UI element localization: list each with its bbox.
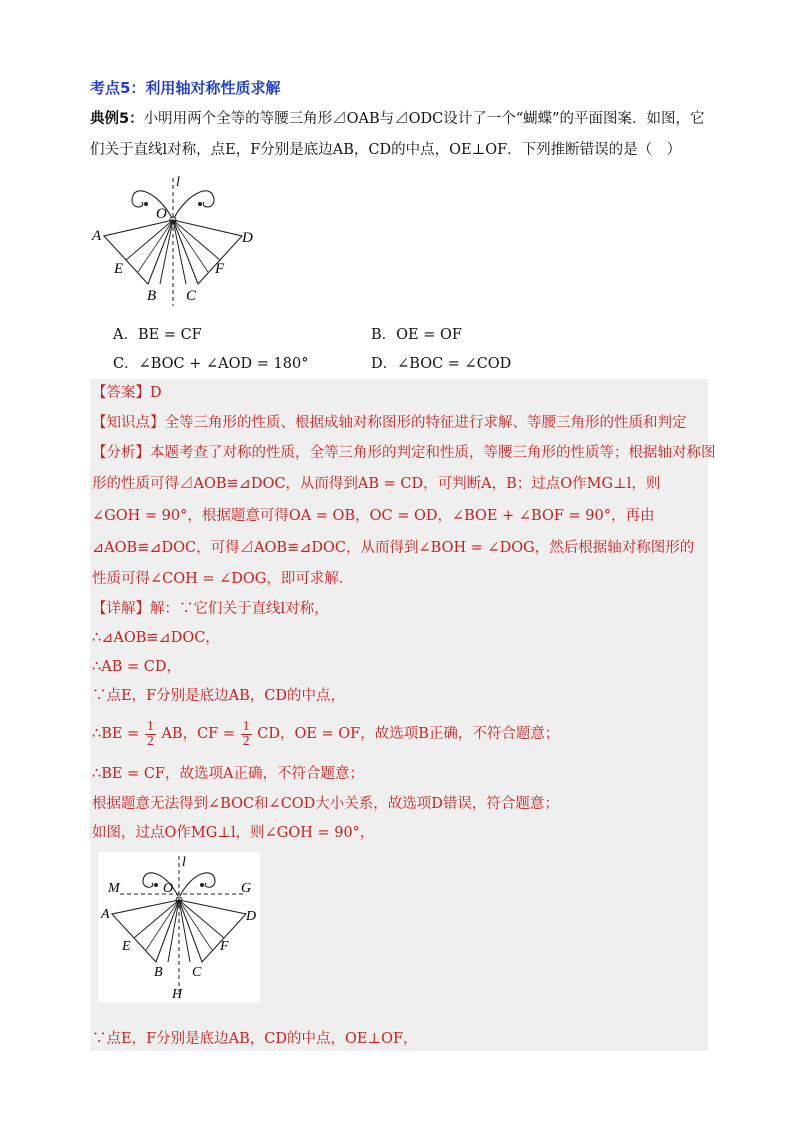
- label-A: A: [92, 228, 102, 244]
- fig2-label-B: B: [154, 965, 163, 980]
- fig2-label-G: G: [241, 881, 252, 896]
- fig2-label-A: A: [101, 907, 110, 922]
- detail-line-4: ∵点E，F分别是底边AB，CD的中点，: [92, 688, 345, 704]
- label-C: C: [186, 288, 197, 304]
- fig2-label-D: D: [246, 909, 257, 924]
- fig2-label-C: C: [192, 965, 202, 980]
- example-line-1: [90, 108, 705, 130]
- option-b[interactable]: B．OE = OF: [371, 327, 462, 343]
- fig2-label-M: M: [108, 881, 120, 896]
- butterfly-figure-2: [98, 852, 260, 1002]
- fig2-label-F: F: [220, 939, 229, 954]
- analysis-line-4: ⊿AOB≌⊿DOC，可得⊿AOB≌⊿DOC，从而得到∠BOH = ∠DOG，然后根据轴对称图形的: [92, 540, 695, 556]
- butterfly-figure-1: [88, 172, 268, 308]
- knowledge-tag: 【知识点】: [92, 415, 165, 431]
- detail-line-3: ∴AB = CD，: [92, 659, 181, 675]
- analysis-line-2: 形的性质可得⊿AOB≌⊿DOC，从而得到AB = CD，可判断A，B；过点O作MG⊥l，则: [92, 476, 661, 492]
- label-F: F: [215, 261, 225, 277]
- knowledge-line: [92, 412, 687, 434]
- fig2-label-H: H: [172, 987, 183, 1002]
- option-c[interactable]: C．∠BOC + ∠AOD = 180°: [113, 356, 309, 372]
- label-l: l: [176, 175, 180, 190]
- answer-value: D: [150, 385, 162, 401]
- knowledge-text: 全等三角形的性质、根据成轴对称图形的特征进行求解、等腰三角形的性质和判定: [164, 415, 687, 431]
- analysis-line-5: 性质可得∠COH = ∠DOG，即可求解．: [92, 571, 354, 587]
- answer-tag: 【答案】: [92, 385, 150, 401]
- option-d[interactable]: D．∠BOC = ∠COD: [371, 356, 512, 372]
- detail-line-5: ∴BE = $\frac{1}{2}$ AB，CF = $\frac{1}{2}$ CD，OE = OF，故选项B正确，不符合题意；: [92, 718, 560, 749]
- analysis-tag: 【分析】: [92, 445, 150, 461]
- answer-line: [92, 382, 162, 404]
- example-tag: 典例5：: [90, 111, 144, 127]
- fig2-label-O: O: [163, 881, 174, 896]
- label-O: O: [156, 206, 167, 222]
- example-line-2: 们关于直线l对称，点E，F分别是底边AB，CD的中点，OE⊥OF．下列推断错误的是（ ）: [90, 142, 682, 158]
- label-E: E: [114, 261, 124, 277]
- fig2-label-l: l: [182, 855, 186, 870]
- fraction-half-1: $\frac{1}{2}$: [146, 718, 154, 749]
- analysis-line-3: ∠GOH = 90°，根据题意可得OA = OB，OC = OD，∠BOE + ∠BOF = 90°，再由: [92, 508, 655, 524]
- detail-line-6: ∴BE = CF，故选项A正确，不符合题意；: [92, 766, 364, 782]
- section-heading: 考点5：利用轴对称性质求解: [90, 79, 281, 97]
- analysis-line-1: 【分析】本题考查了对称的性质，全等三角形的判定和性质，等腰三角形的性质等；根据轴对称图: [92, 445, 716, 461]
- fig2-label-E: E: [122, 939, 131, 954]
- detail-line-8: 如图，过点O作MG⊥l，则∠GOH = 90°，: [92, 825, 375, 841]
- detail-line-2: ∴⊿AOB≌⊿DOC，: [92, 630, 220, 646]
- example-text-1: 小明用两个全等的等腰三角形⊿OAB与⊿ODC设计了一个“蝴蝶”的平面图案．如图，它: [143, 111, 705, 127]
- detail-line-9: ∵点E，F分别是底边AB，CD的中点，OE⊥OF，: [92, 1031, 418, 1047]
- detail-line-1: 【详解】解：∵它们关于直线l对称，: [92, 601, 329, 617]
- detail-line-7: 根据题意无法得到∠BOC和∠COD大小关系，故选项D错误，符合题意；: [92, 796, 559, 812]
- label-D: D: [242, 230, 253, 246]
- fraction-half-2: $\frac{1}{2}$: [242, 718, 250, 749]
- detail-tag: 【详解】: [92, 601, 150, 617]
- option-a[interactable]: A．BE = CF: [113, 327, 202, 343]
- label-B: B: [147, 288, 157, 304]
